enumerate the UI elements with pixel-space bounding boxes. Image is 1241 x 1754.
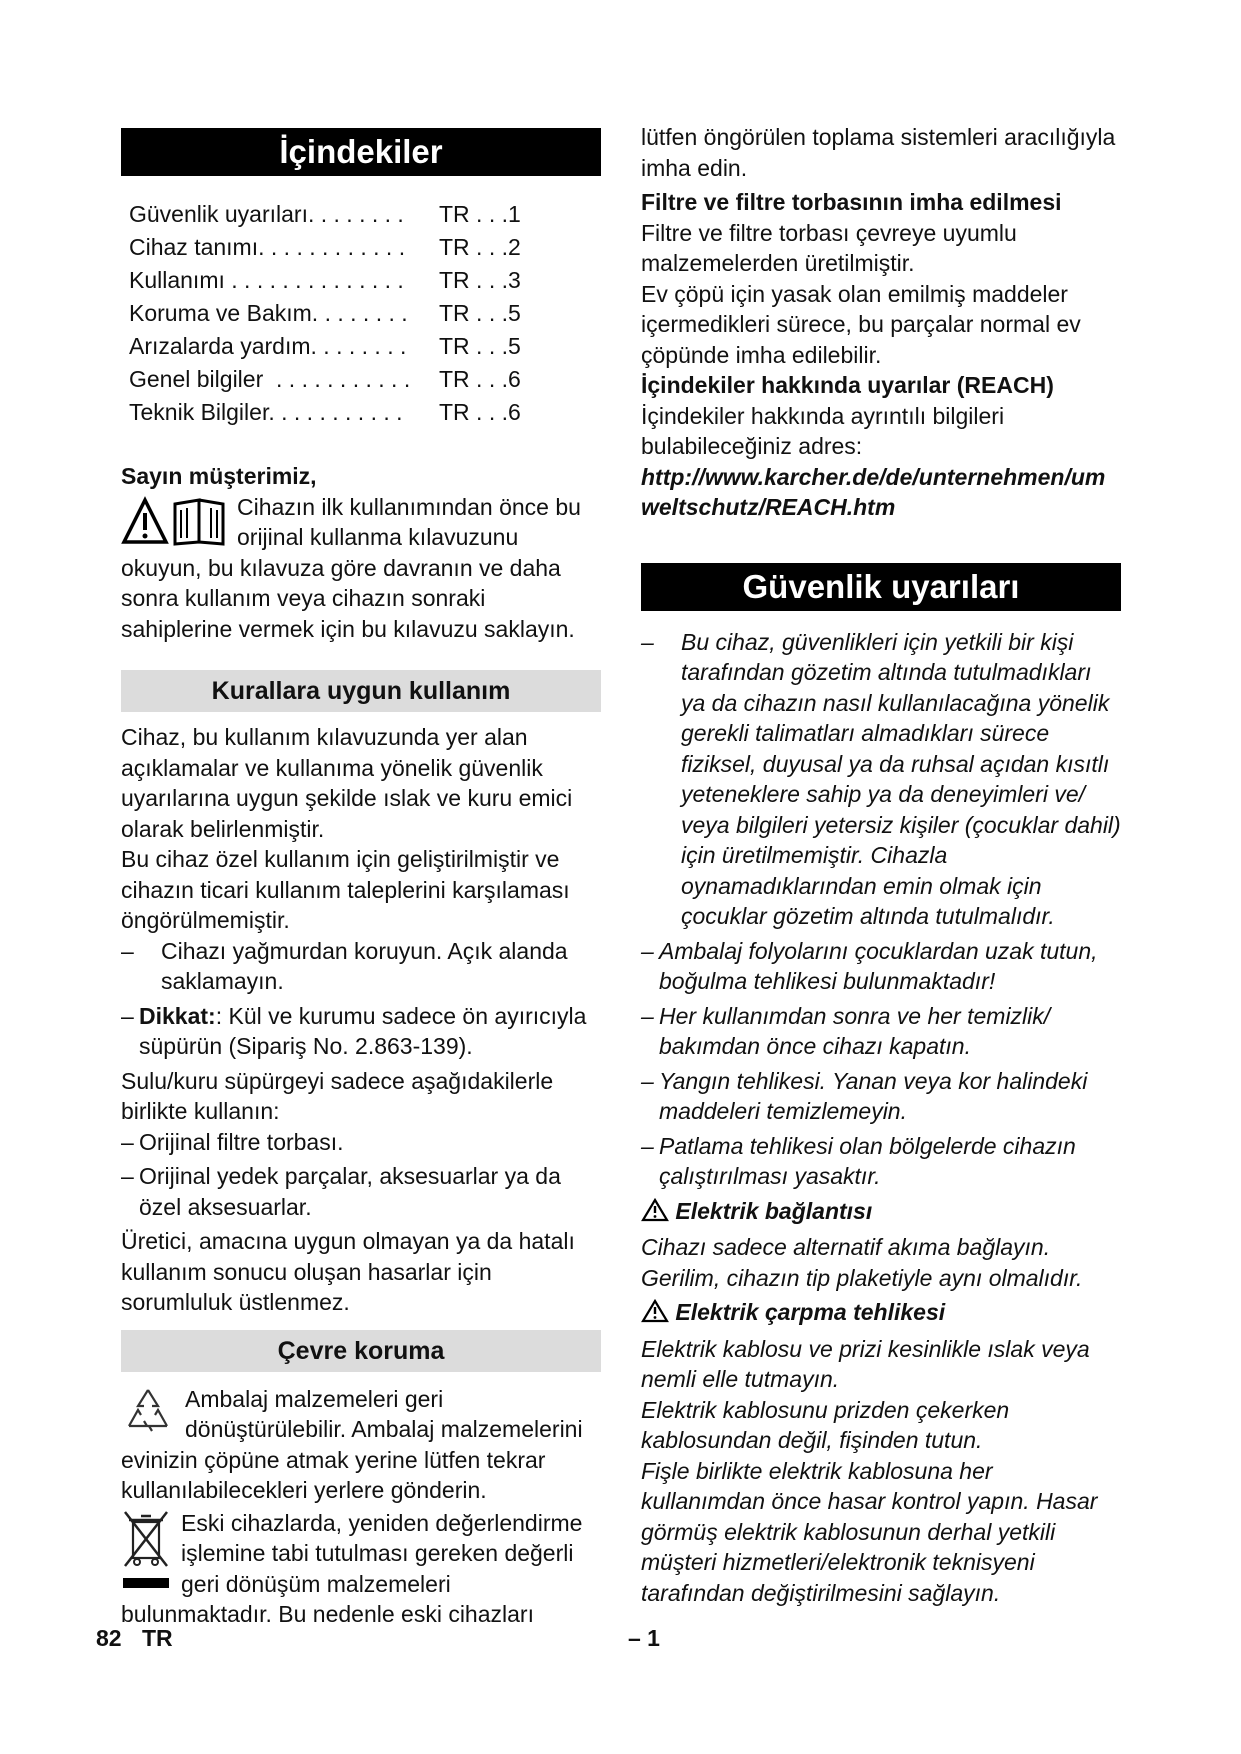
page-footer	[96, 1625, 173, 1652]
safety-list	[641, 627, 1121, 1192]
recycle-icon	[121, 1384, 175, 1443]
toc-row[interactable]: Cihaz tanımı. . . . . . . . . . . . TR . . .2	[129, 234, 521, 260]
toc-row[interactable]: Genel bilgiler . . . . . . . . . . . TR . . .6	[129, 366, 521, 392]
warning-icon	[641, 1198, 675, 1224]
environment-title: Çevre koruma	[121, 1330, 601, 1372]
list-item: – Her kullanımdan sonra ve her temizlik/ bakımdan önce cihazı kapatın.	[641, 1002, 1051, 1059]
toc-title: İçindekiler	[121, 128, 601, 176]
list-item: – Orijinal filtre torbası.	[121, 1128, 344, 1155]
proper-use-p3: Sulu/kuru süpürgeyi sadece aşağıdakilerle birlikte kullanın:	[121, 1067, 554, 1124]
recycle-block	[121, 1384, 601, 1506]
footer-center: – 1	[628, 1625, 660, 1651]
intro-text-a: Cihazın ilk kullanımından önce bu orijinal kullanma kılavuzunu	[237, 493, 581, 550]
proper-use-title: Kurallara uygun kullanım	[121, 670, 601, 712]
list-item: – Cihazı yağmurdan koruyun. Açık alanda saklamayın.	[121, 937, 568, 994]
toc-row[interactable]: Güvenlik uyarıları. . . . . . . . TR . . .1	[129, 201, 521, 227]
safety-title: Güvenlik uyarıları	[641, 563, 1121, 611]
language-code: TR	[141, 1625, 173, 1651]
weee-block	[121, 1508, 601, 1630]
filter-p1: Filtre ve filtre torbası çevreye uyumlu malzemelerden üretilmiştir.	[641, 219, 1017, 276]
table-of-contents	[129, 198, 601, 429]
page-number: 82	[96, 1625, 122, 1651]
right-column	[641, 122, 1121, 1608]
warning-manual-icon	[121, 496, 227, 553]
reach-link[interactable]: http://www.karcher.de/de/unternehmen/umweltschutz/REACH.htm	[641, 463, 1106, 520]
list-item: – Dikkat:: Kül ve kurumu sadece ön ayırıcıyla süpürün (Sipariş No. 2.863-139).	[121, 1002, 587, 1059]
proper-use-p2: Bu cihaz özel kullanım için geliştirilmiştir ve cihazın ticari kullanım taleplerini karşılaması öngörülmemiştir.	[121, 846, 570, 933]
toc-row[interactable]: Koruma ve Bakım. . . . . . . . TR . . .5	[129, 300, 521, 326]
filter-heading: Filtre ve filtre torbasının imha edilmesi	[641, 189, 1062, 215]
proper-use-p1: Cihaz, bu kullanım kılavuzunda yer alan açıklamalar ve kullanıma yönelik güvenlik uyarılarına uygun şekilde ıslak ve kuru emici olarak belirlenmiştir.	[121, 724, 573, 842]
environment-p2: Eski cihazlarda, yeniden değerlendirme işlemine tabi tutulması gereken değerli geri dönüşüm malzemeleri bulunmaktadır. Bu nedenle eski cihazları	[121, 1509, 583, 1627]
filter-p2: Ev çöpü için yasak olan emilmiş maddeler içermedikleri sürece, bu parçalar normal ev çöpünde imha edilebilir.	[641, 280, 1081, 368]
left-column	[121, 128, 601, 1630]
reach-heading: İçindekiler hakkında uyarılar (REACH)	[641, 372, 1054, 398]
crossed-bin-icon	[121, 1508, 171, 1599]
list-item: – Ambalaj folyolarını çocuklardan uzak tutun, boğulma tehlikesi bulunmaktadır!	[641, 937, 1098, 994]
list-item: – Patlama tehlikesi olan bölgelerde cihazın çalıştırılması yasaktır.	[641, 1132, 1076, 1189]
greeting: Sayın müşterimiz,	[121, 463, 317, 489]
environment-p1: Ambalaj malzemeleri geri dönüştürülebilir. Ambalaj malzemelerini evinizin çöpüne atmak yerine lütfen tekrar kullanılabilecekleri yerlere gönderin.	[121, 1385, 583, 1503]
list-item: – Bu cihaz, güvenlikleri için yetkili bir kişi tarafından gözetim altında tutulmadıkları ya da cihazın nasıl kullanılacağına yönelik gerekli talimatları almadıkları sürece fiziksel, duyusal ya da ruhsal açıdan kısıtlı yeteneklere sahip ya da deneyimleri ve/ veya bilgileri yetersiz kişiler (çocuklar dahil) için üretilmemiştir. Cihazla oynamadıklarından emin olmak için çocuklar gözetim altında tutulmalıdır.	[641, 628, 1121, 929]
elec-text: Cihazı sadece alternatif akıma bağlayın. Gerilim, cihazın tip plaketiyle aynı olmalıdır.	[641, 1234, 1083, 1291]
proper-use-p4: Üretici, amacına uygun olmayan ya da hatalı kullanım sonucu oluşan hasarlar için sorumluluk üstlenmez.	[121, 1228, 575, 1315]
shock-heading: Elektrik çarpma tehlikesi	[641, 1297, 1121, 1328]
toc-row[interactable]: Arızalarda yardım. . . . . . . . TR . . .5	[129, 333, 521, 359]
intro-block	[121, 492, 601, 645]
list-item: – Yangın tehlikesi. Yanan veya kor halindeki maddeleri temizlemeyin.	[641, 1067, 1088, 1124]
toc-row[interactable]: Kullanımı . . . . . . . . . . . . . . TR . . .3	[129, 267, 521, 293]
shock-text-1: Elektrik kablosu ve prizi kesinlikle ıslak veya nemli elle tutmayın.	[641, 1335, 1090, 1392]
list-item: – Orijinal yedek parçalar, aksesuarlar ya da özel aksesuarlar.	[121, 1163, 561, 1220]
shock-text-3: Fişle birlikte elektrik kablosuna her kullanımdan önce hasar kontrol yapın. Hasar görmüş elektrik kablosunun derhal yetkili müşteri hizmetleri/elektronik teknisyeni tarafından değiştirilmesini sağlayın.	[641, 1457, 1098, 1606]
elec-heading: Elektrik bağlantısı	[641, 1196, 1121, 1227]
toc-row[interactable]: Teknik Bilgiler. . . . . . . . . . . TR . . .6	[129, 399, 521, 425]
shock-text-2: Elektrik kablosunu prizden çekerken kablosundan değil, fişinden tutun.	[641, 1396, 1010, 1453]
intro-text-b: okuyun, bu kılavuza göre davranın ve daha sonra kullanım veya cihazın sonraki sahiplerine vermek için bu kılavuzu saklayın.	[121, 554, 575, 642]
environment-p2-cont: lütfen öngörülen toplama sistemleri aracılığıyla imha edin.	[641, 124, 1116, 181]
warning-icon	[641, 1299, 675, 1325]
reach-text: İçindekiler hakkında ayrıntılı bilgileri bulabileceğiniz adres:	[641, 402, 1005, 459]
